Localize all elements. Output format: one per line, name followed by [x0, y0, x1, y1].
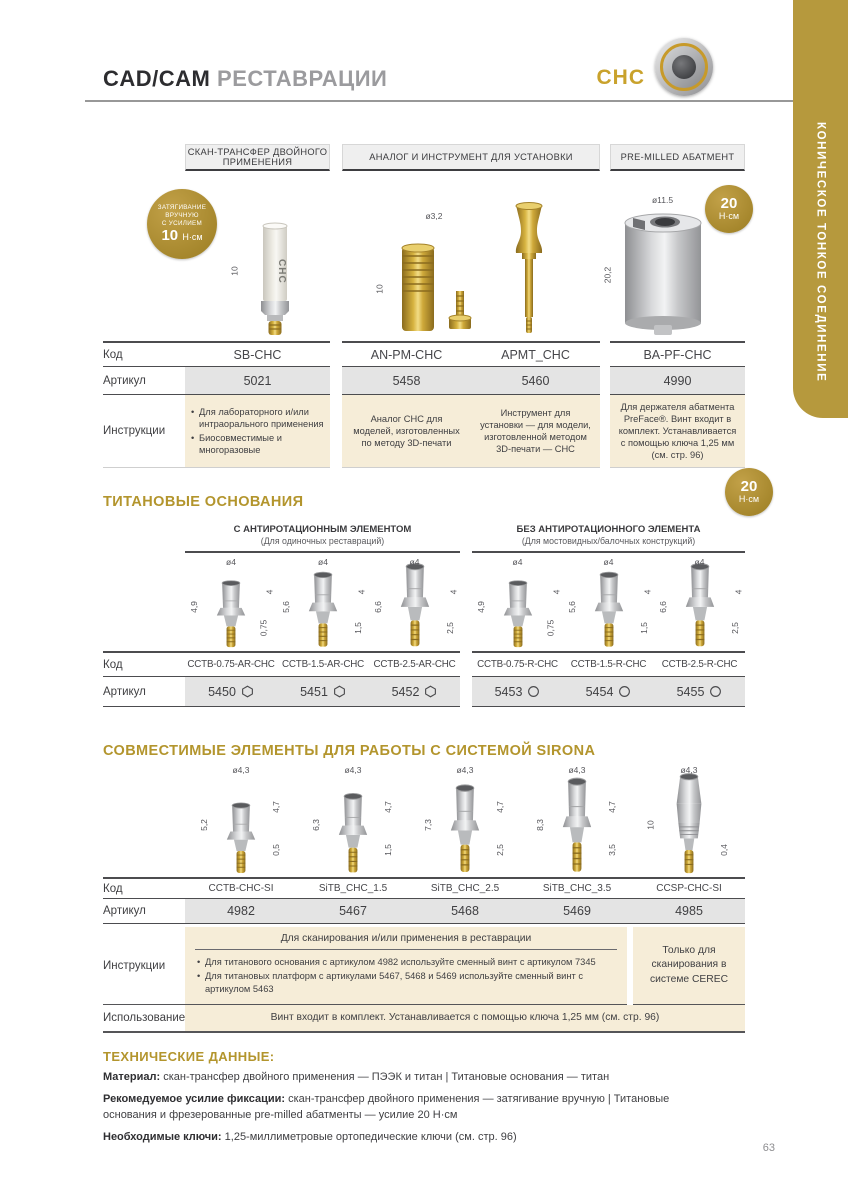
analog-image [395, 241, 441, 337]
row-label-instructions: Инструкции [103, 395, 185, 468]
dim-diameter: ø4 [603, 557, 614, 568]
sirona-code-row [103, 877, 745, 899]
product-sku: 5454 [563, 677, 654, 707]
instructions-cell [185, 395, 330, 468]
implant-connection-photo [655, 38, 713, 96]
product-code: BA-PF-CHC [610, 341, 745, 367]
top-products-row [103, 171, 745, 341]
placement-instrument-figure [511, 201, 547, 337]
side-tab [793, 0, 848, 418]
dim-diameter: ø3,2 [425, 211, 443, 221]
torque-badge [725, 468, 773, 516]
dim-diameter: ø4,3 [344, 765, 362, 776]
row-label-code: Код [103, 651, 185, 677]
svg-text:CHC: CHC [275, 259, 287, 284]
badge-line: С УСИЛИЕМ [161, 220, 203, 228]
badge-value: 20 [740, 478, 758, 496]
sirona-sku-row [103, 899, 745, 924]
section-headers-row [103, 144, 745, 171]
badge-value: 10 Н·см [161, 226, 203, 244]
subheader-no-antirotation: БЕЗ АНТИРОТАЦИОННОГО ЭЛЕМЕНТА (Для мостовидных/балочных конструкций) [472, 524, 745, 553]
row-label-instructions: Инструкции [103, 927, 185, 1004]
product-code: CCTB-2.5-AR-CHC [369, 651, 460, 677]
top-table-instructions-row [103, 395, 745, 468]
dim-diameter: ø4 [318, 557, 328, 568]
technical-row-torque: Рекомедуемое усилие фиксации: скан-трансфер двойного применения — затягивание вручную | Титановые основания и фрезерованные pre-milled абатменты — усилие 20 Н·см [103, 1093, 670, 1121]
dim-diameter: ø4,3 [680, 765, 698, 776]
product-code: SiTB_CHC_1.5 [297, 877, 409, 899]
sirona-usage-row [103, 1005, 745, 1033]
product-code: SB-CHC [185, 341, 330, 367]
top-table-code-row [103, 341, 745, 367]
system-code: CHC [596, 66, 645, 89]
technical-row-keys: Необходимые ключи: 1,25-миллиметровые ортопедические ключи (см. стр. 96) [103, 1130, 517, 1143]
titanium-heading: ТИТАНОВЫЕ ОСНОВАНИЯ [103, 494, 304, 511]
product-code: CCTB-2.5-R-CHC [654, 651, 745, 677]
section-header-analog-tool [342, 144, 600, 171]
instruction-bullet: • Биосовместимые и многоразовые [199, 432, 324, 456]
dim-diameter: ø11.5 [651, 195, 674, 205]
title-secondary: РЕСТАВРАЦИИ [217, 66, 388, 91]
header-divider [85, 100, 793, 102]
scanbody-image [248, 219, 302, 337]
product-code: CCTB-1.5-AR-CHC [277, 651, 369, 677]
product-code: CCSP-CHC-SI [633, 877, 745, 899]
tibase-figure: ø4 4,9 4 0,75 [185, 557, 277, 651]
dim-diameter: ø4,3 [568, 765, 586, 776]
side-tab-label: КОНИЧЕСКОЕ ТОНКОЕ СОЕДИНЕНИЕ [814, 122, 827, 383]
instruction-bullet: • Для титановых платформ с артикулами 5467, 5468 и 5469 используйте сменный винт с артикулом 5463 [205, 970, 617, 997]
dim-height: 10 [229, 265, 240, 276]
tibase-figure: ø4 6,6 4 2,5 [369, 557, 460, 651]
section-header-premilled [610, 144, 745, 171]
analog-screw-image [447, 289, 473, 337]
product-sku: 5453 [472, 677, 563, 707]
scanbody-figure [229, 219, 302, 337]
dim-height: 10 [374, 284, 385, 294]
instructions-cell: Аналог CHC для моделей, изготовленных по методу 3D-печати [342, 395, 471, 468]
circle-icon [527, 685, 540, 698]
dim-height: 20,2 [601, 267, 612, 284]
row-label-code: Код [103, 341, 185, 367]
instructions-cell [185, 927, 627, 1004]
tibase-figure: ø4 5,6 4 1,5 [563, 557, 654, 651]
product-code: SiTB_CHC_3.5 [521, 877, 633, 899]
sirona-figure: ø4,3 8,3 4,7 3,5 [521, 765, 633, 877]
row-label-code: Код [103, 877, 185, 899]
dim-diameter: ø4,3 [456, 765, 474, 776]
sirona-instructions-row [103, 927, 745, 1004]
hexagon-icon [333, 685, 346, 698]
product-sku: 5451 [277, 677, 369, 707]
instruction-bullet: • Для лабораторного и/или интраорального применения [199, 406, 324, 430]
tibase-figure: ø4 6,6 4 2,5 [654, 557, 745, 651]
photo-core [672, 55, 696, 79]
product-code: CCTB-CHC-SI [185, 877, 297, 899]
sirona-figure: ø4,3 5,2 4,7 0,5 [185, 765, 297, 877]
tibase-figure: ø4 4,9 4 0,75 [472, 557, 563, 651]
titanium-section-heading [103, 478, 760, 520]
instructions-cell: Для держателя абатмента PreFace®. Винт входит в комплект. Устанавливается с помощью ключа 1,25 мм (см. стр. 96) [610, 395, 745, 468]
sirona-products-row [103, 765, 745, 877]
instructions-main: Для сканирования и/или применения в реставрации [195, 933, 617, 950]
subheader-antirotation: С АНТИРОТАЦИОННЫМ ЭЛЕМЕНТОМ (Для одиночных реставраций) [185, 524, 460, 553]
hand-tighten-badge [147, 189, 217, 259]
product-sku: 5460 [471, 367, 600, 395]
product-code: AN-PM-CHC [342, 341, 471, 367]
hexagon-icon [241, 685, 254, 698]
product-code: CCTB-0.75-AR-CHC [185, 651, 277, 677]
product-sku: 4982 [185, 899, 297, 924]
titanium-products-row [103, 557, 745, 651]
dim-diameter: ø4 [409, 557, 420, 568]
instruction-bullet: • Для титанового основания с артикулом 4982 используйте сменный винт с артикулом 7345 [205, 956, 617, 969]
hexagon-icon [424, 685, 437, 698]
dim-diameter: ø4,3 [232, 765, 250, 776]
section-header-label: АНАЛОГ И ИНСТРУМЕНТ ДЛЯ УСТАНОВКИ [369, 152, 573, 162]
tibase-figure: ø4 5,6 4 1,5 [277, 557, 369, 651]
badge-line: ВРУЧНУЮ [165, 212, 199, 220]
page-number: 63 [762, 1142, 775, 1154]
instructions-cell: Инструмент для установки — для модели, изготовленной методом 3D-печати — CHC [471, 395, 600, 468]
sirona-scanpost-figure: ø4,3 10 0,4 [633, 765, 745, 877]
row-label-sku: Артикул [103, 677, 185, 707]
row-label-sku: Артикул [103, 899, 185, 924]
circle-icon [709, 685, 722, 698]
premilled-image [621, 211, 705, 337]
usage-cell: Винт входит в комплект. Устанавливается с помощью ключа 1,25 мм (см. стр. 96) [185, 1005, 745, 1033]
product-sku: 4985 [633, 899, 745, 924]
product-sku: 5450 [185, 677, 277, 707]
technical-data-section [103, 1049, 745, 1146]
analog-figure [374, 211, 473, 337]
instructions-bullets [195, 956, 617, 996]
product-sku: 5021 [185, 367, 330, 395]
product-sku: 5467 [297, 899, 409, 924]
product-code: CCTB-0.75-R-CHC [472, 651, 563, 677]
product-sku: 5452 [369, 677, 460, 707]
dim-diameter: ø4 [226, 557, 236, 568]
product-sku: 5468 [409, 899, 521, 924]
circle-icon [618, 685, 631, 698]
dim-diameter: ø4 [694, 557, 705, 568]
product-sku: 5455 [654, 677, 745, 707]
titanium-sku-row [103, 677, 745, 707]
product-code: APMT_CHC [471, 341, 600, 367]
instructions-cerec-cell: Только для сканирования в системе CEREC [633, 927, 745, 1004]
page-title [103, 66, 387, 92]
badge-unit: Н·см [738, 494, 760, 505]
instrument-image [511, 201, 547, 337]
scanbody-cell [157, 171, 330, 341]
badge-value: 20 [720, 195, 738, 213]
premilled-cell [601, 171, 745, 341]
product-sku: 4990 [610, 367, 745, 395]
section-header-label: СКАН-ТРАНСФЕР ДВОЙНОГО ПРИМЕНЕНИЯ [187, 147, 328, 167]
row-label-usage: Использование [103, 1005, 185, 1033]
product-sku: 5458 [342, 367, 471, 395]
title-primary: CAD/CAM [103, 66, 211, 91]
sirona-heading: СОВМЕСТИМЫЕ ЭЛЕМЕНТЫ ДЛЯ РАБОТЫ С СИСТЕМОЙ SIRONA [103, 743, 596, 760]
titanium-subheaders [103, 524, 745, 553]
page-header [103, 0, 745, 102]
premilled-figure [601, 195, 705, 337]
badge-line: ЗАТЯГИВАНИЕ [157, 204, 207, 212]
product-code: SiTB_CHC_2.5 [409, 877, 521, 899]
product-code: CCTB-1.5-R-CHC [563, 651, 654, 677]
top-table-sku-row [103, 367, 745, 395]
torque-badge [705, 185, 753, 233]
technical-row-material: Материал: скан-трансфер двойного применения — ПЭЭК и титан | Титановые основания — титан [103, 1070, 610, 1083]
titanium-code-row [103, 651, 745, 677]
sirona-section-heading [103, 739, 745, 763]
dim-diameter: ø4 [512, 557, 523, 568]
product-sku: 5469 [521, 899, 633, 924]
technical-heading: ТЕХНИЧЕСКИЕ ДАННЫЕ: [103, 1048, 275, 1064]
badge-unit: Н·см [718, 211, 740, 222]
section-header-label: PRE-MILLED АБАТМЕНТ [620, 152, 735, 162]
row-label-sku: Артикул [103, 367, 185, 395]
analog-tool-cell [342, 171, 600, 341]
sirona-figure: ø4,3 6,3 4,7 1,5 [297, 765, 409, 877]
sirona-figure: ø4,3 7,3 4,7 2,5 [409, 765, 521, 877]
section-header-scan-transfer [185, 144, 330, 171]
